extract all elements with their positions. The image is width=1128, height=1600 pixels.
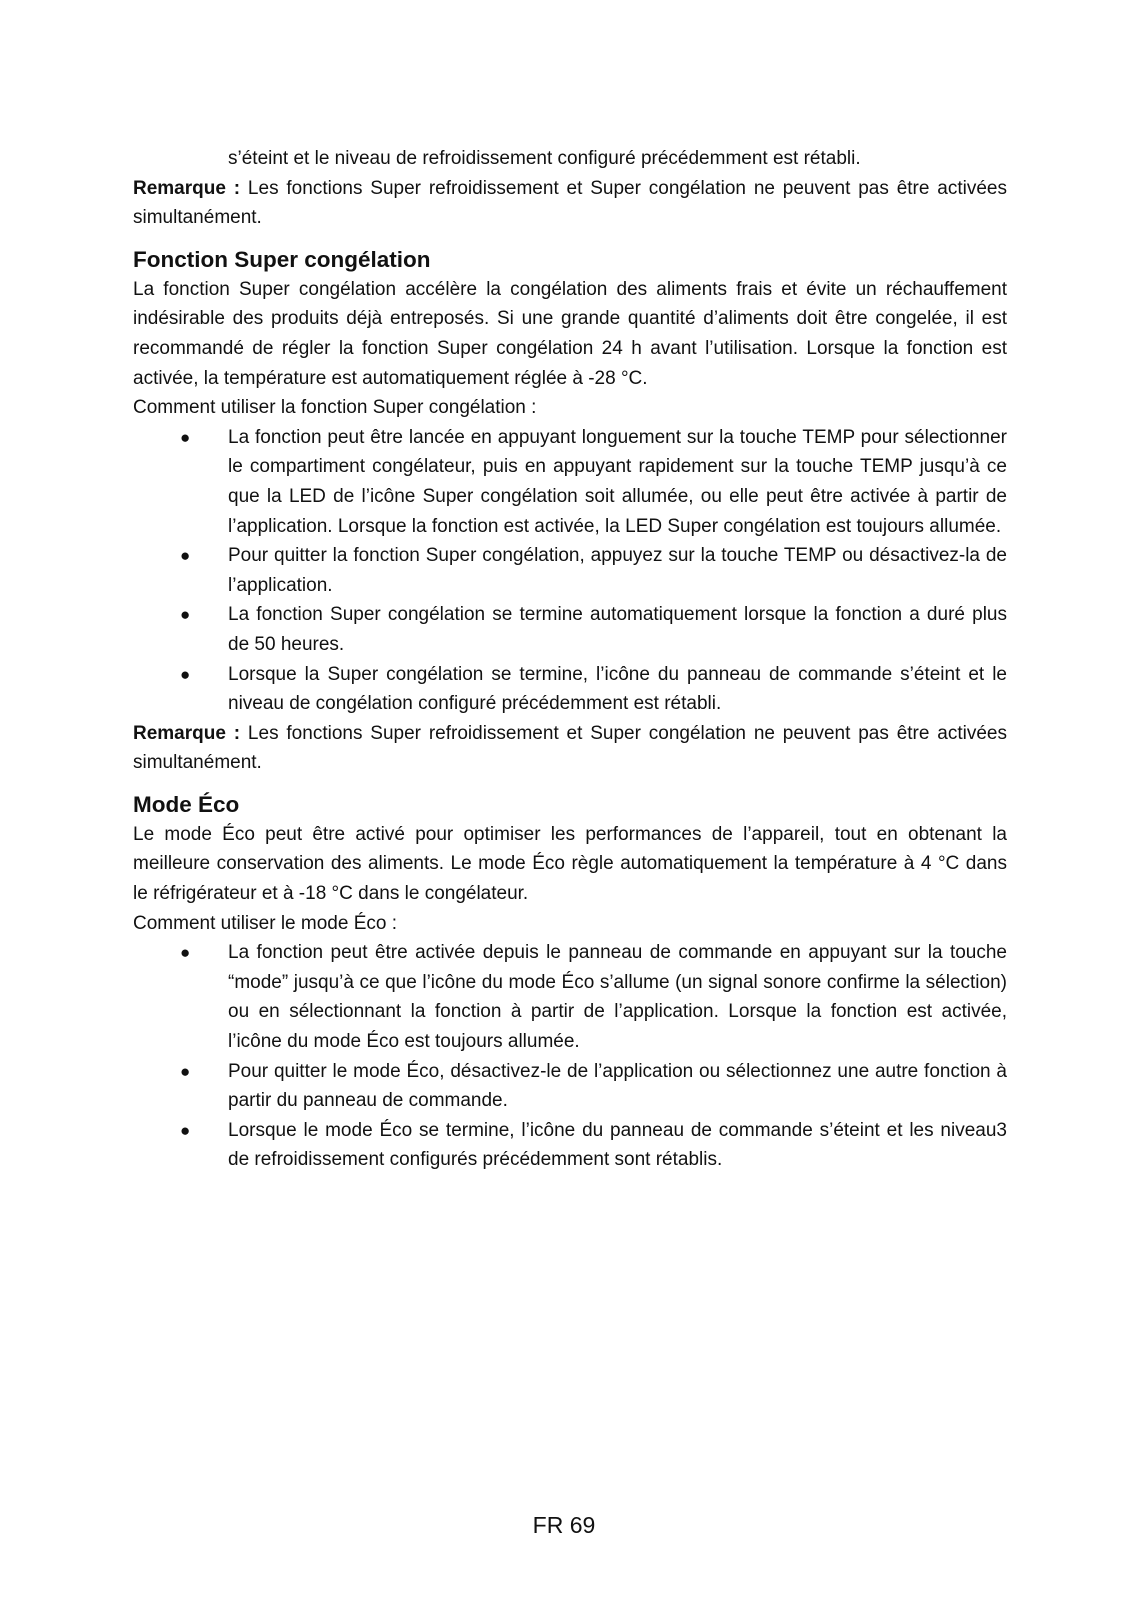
list-item-text: La fonction peut être activée depuis le panneau de commande en appuyant sur la touche “mode” jusqu’à ce que l’icône du mode Éco s’allume (un signal sonore confirme la sélection) ou en sélectionnant la fonction à partir de l’application. Lorsque la fonction est activée, l’icône du mode Éco est toujours allumée. xyxy=(228,942,1007,1053)
note-label: Remarque : xyxy=(133,177,241,199)
eco-mode-bullet-list xyxy=(133,938,1007,1175)
list-item-text: Lorsque la Super congélation se termine, l’icône du panneau de commande s’éteint et le niveau de congélation configuré précédemment est rétabli. xyxy=(228,663,1007,715)
list-item xyxy=(133,541,1007,600)
continuation-text: s’éteint et le niveau de refroidissement configuré précédemment est rétabli. xyxy=(228,148,861,169)
bullet-icon: ● xyxy=(180,605,191,625)
list-item xyxy=(133,423,1007,541)
note-text: Les fonctions Super refroidissement et Super congélation ne peuvent pas être activées simultanément. xyxy=(133,722,1007,774)
bullet-icon: ● xyxy=(180,1061,191,1081)
note-paragraph xyxy=(133,174,1007,233)
list-item xyxy=(133,1116,1007,1175)
bullet-icon: ● xyxy=(180,546,191,566)
note-paragraph xyxy=(133,719,1007,778)
list-item-text: La fonction peut être lancée en appuyant longuement sur la touche TEMP pour sélectionner le compartiment congélateur, puis en appuyant rapidement sur la touche TEMP jusqu’à ce que la LED de l’icône Super congélation soit allumée, ou elle peut être activée à partir de l’application. Lorsque la fonction est activée, la LED Super congélation est toujours allumée. xyxy=(228,426,1007,537)
super-freeze-paragraph: La fonction Super congélation accélère la congélation des aliments frais et évite un réchauffement indésirable des produits déjà entreposés. Si une grande quantité d’aliments doit être congelée, il est recommandé de régler la fonction Super congélation 24 h avant l’utilisation. Lorsque la fonction est activée, la température est automatiquement réglée à -28 °C. xyxy=(133,278,1007,389)
eco-mode-paragraph: Le mode Éco peut être activé pour optimiser les performances de l’appareil, tout en obtenant la meilleure conservation des aliments. Le mode Éco règle automatiquement la température à 4 °C dans le réfrigérateur et à -18 °C dans le congélateur. xyxy=(133,823,1007,905)
list-item xyxy=(133,660,1007,719)
section-heading-super-freeze: Fonction Super congélation xyxy=(133,246,431,272)
bullet-icon: ● xyxy=(180,664,191,684)
note-label: Remarque : xyxy=(133,722,241,744)
eco-mode-howto: Comment utiliser le mode Éco : xyxy=(133,912,397,934)
list-item-text: Lorsque le mode Éco se termine, l’icône du panneau de commande s’éteint et les niveau3 de refroidissement configurés précédemment sont rétablis. xyxy=(228,1119,1007,1171)
list-item-text: La fonction Super congélation se termine automatiquement lorsque la fonction a duré plus de 50 heures. xyxy=(228,604,1007,655)
list-item xyxy=(133,1057,1007,1116)
list-item-text: Pour quitter la fonction Super congélation, appuyez sur la touche TEMP ou désactivez-la de l’application. xyxy=(228,545,1007,596)
document-page xyxy=(133,144,1007,1175)
list-item-text: Pour quitter le mode Éco, désactivez-le de l’application ou sélectionnez une autre fonction à partir du panneau de commande. xyxy=(228,1060,1007,1112)
bullet-icon: ● xyxy=(180,943,191,963)
page-number: FR 69 xyxy=(532,1512,596,1538)
note-text: Les fonctions Super refroidissement et Super congélation ne peuvent pas être activées simultanément. xyxy=(133,177,1007,229)
list-item xyxy=(133,600,1007,659)
section-heading-eco-mode: Mode Éco xyxy=(133,791,240,817)
list-item xyxy=(133,938,1007,1056)
bullet-icon: ● xyxy=(180,1120,191,1140)
bullet-icon: ● xyxy=(180,427,191,447)
super-freeze-bullet-list xyxy=(133,423,1007,719)
super-freeze-howto: Comment utiliser la fonction Super congélation : xyxy=(133,397,537,419)
